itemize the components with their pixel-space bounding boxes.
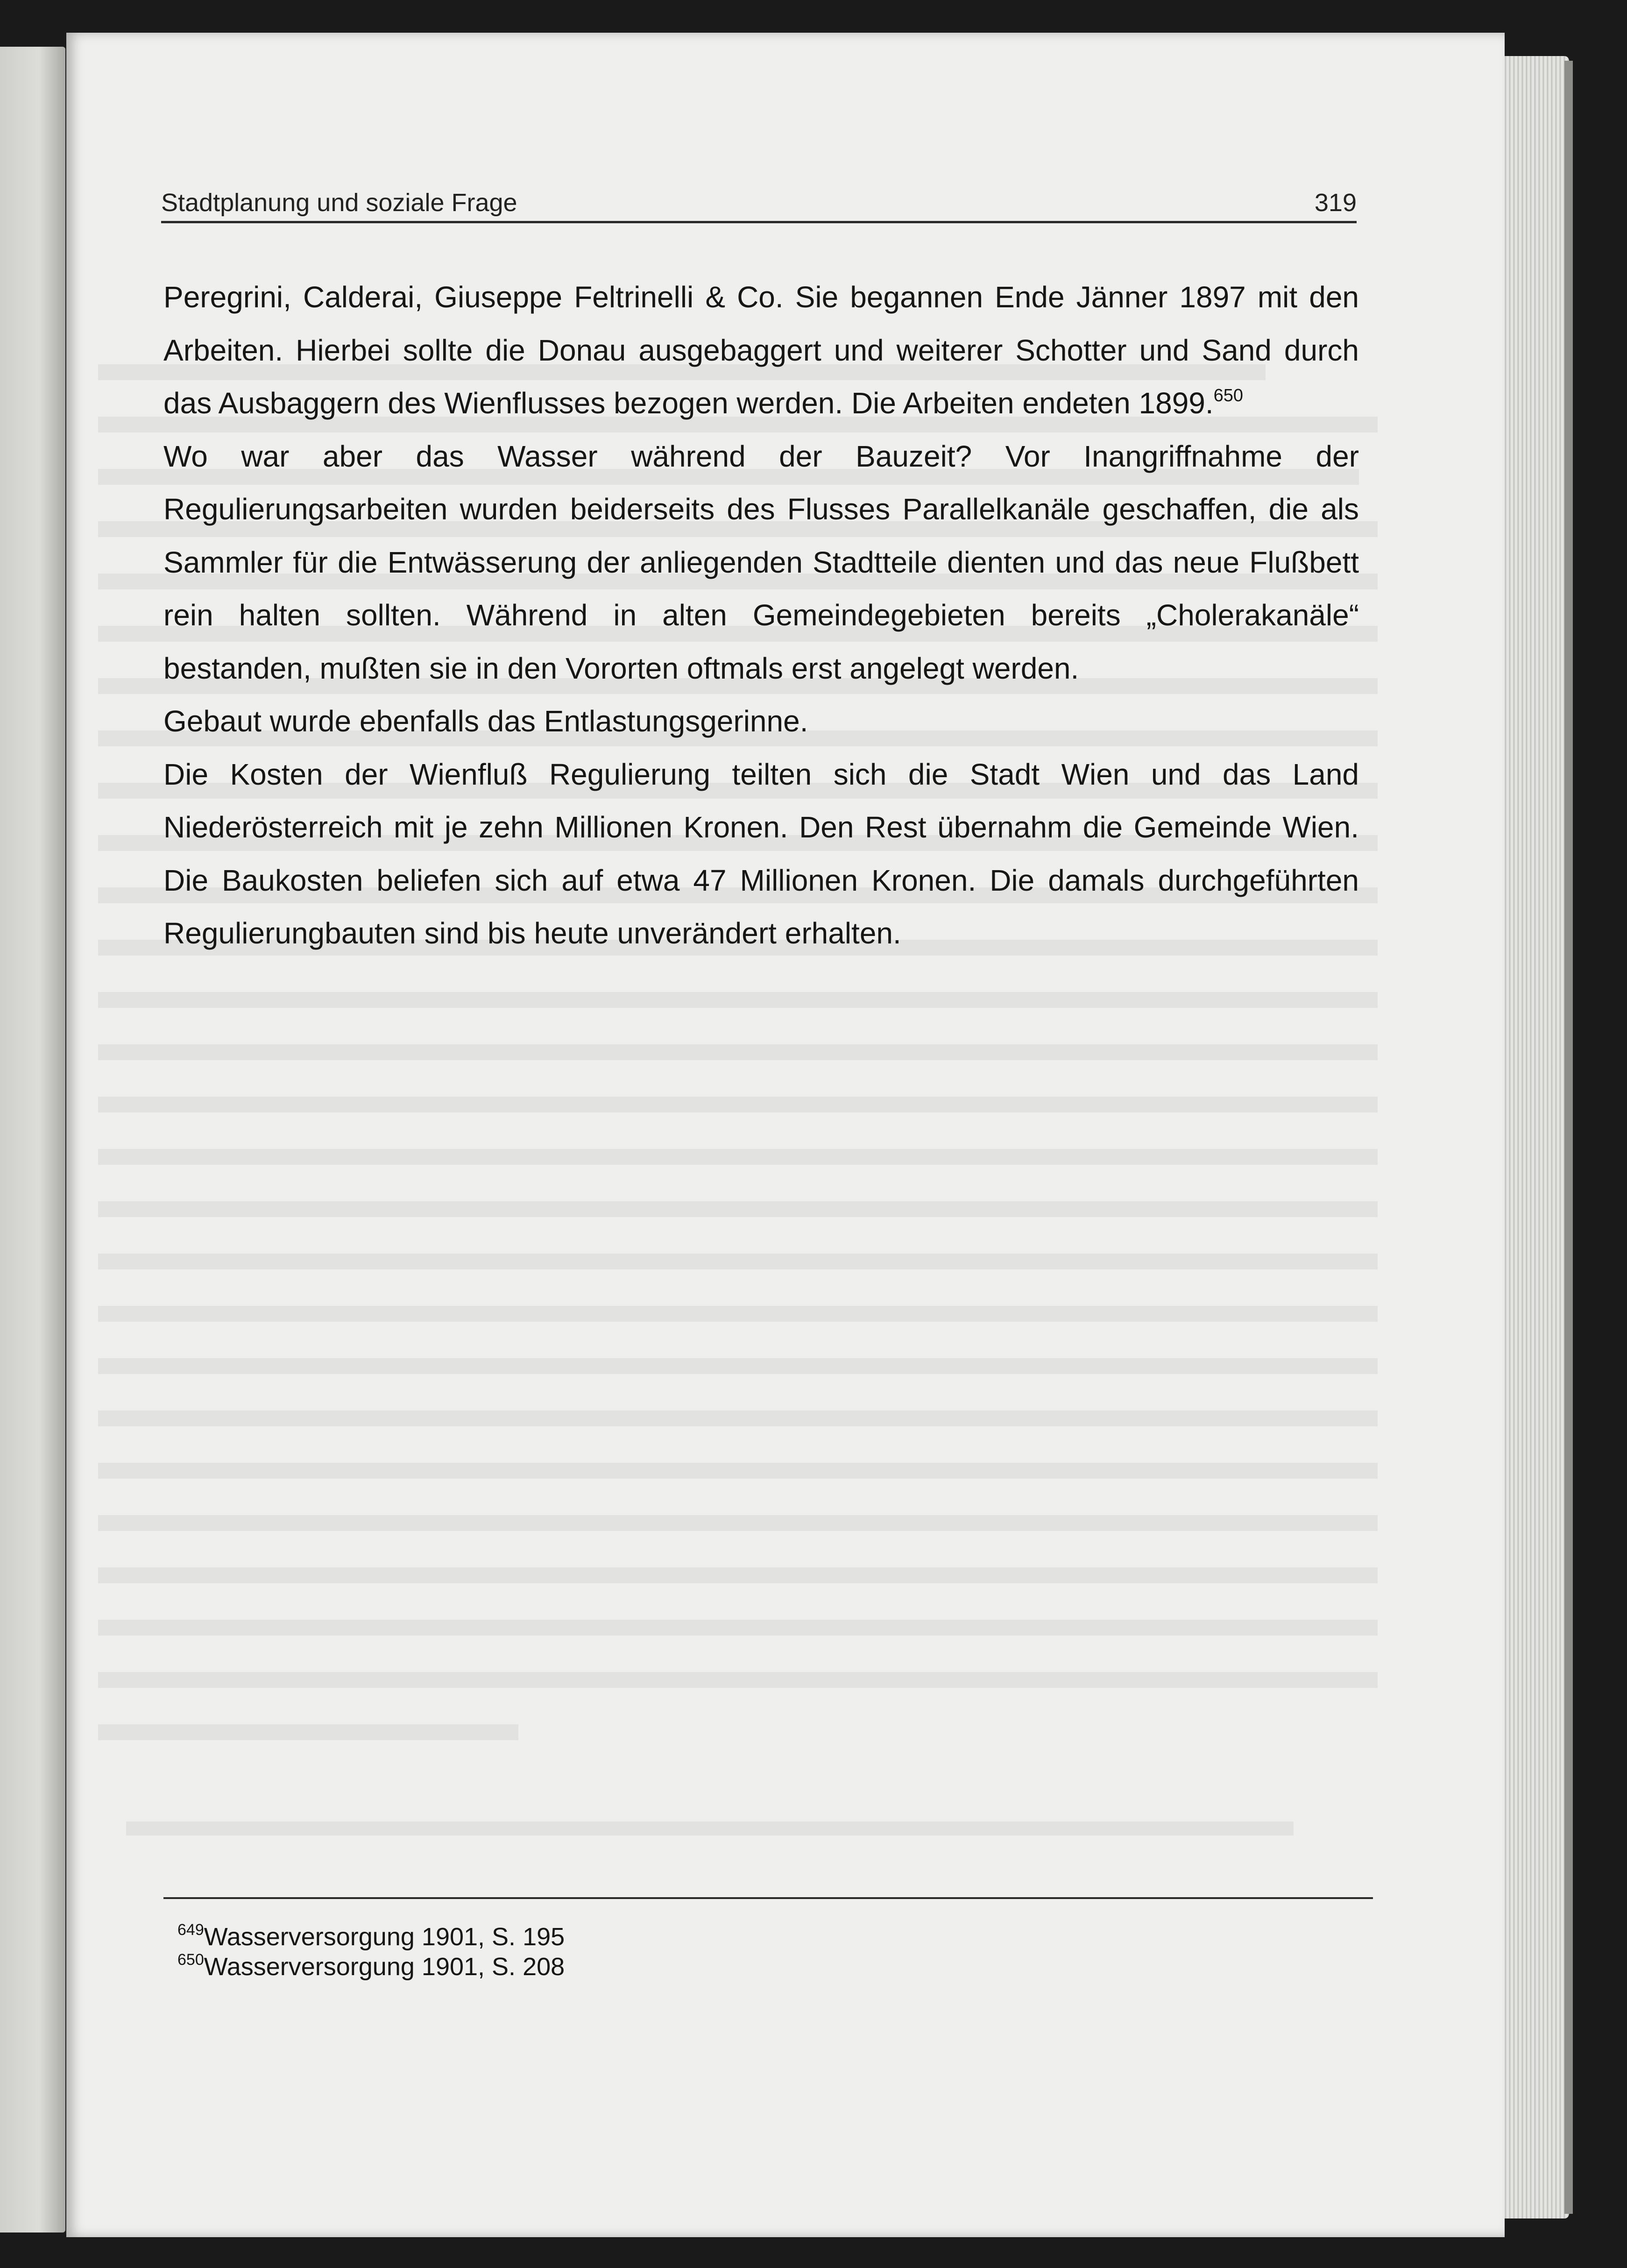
footnote [177, 1922, 565, 1952]
paragraph-1 [163, 271, 1359, 430]
footnote [177, 1952, 565, 1982]
page-number: 319 [1314, 189, 1357, 217]
footnote-text: Wasserversorgung 1901, S. 208 [204, 1953, 565, 1981]
page-edge-shadow [1564, 61, 1573, 2214]
footnote-ref-650: 650 [1213, 386, 1244, 405]
running-title: Stadtplanung und soziale Frage [161, 189, 517, 217]
paragraph-1-text: Peregrini, Calderai, Giuseppe Feltrinelli & Co. Sie begannen Ende Jänner 1897 mit den Arbeiten. Hierbei sollte die Donau ausgebaggert und weiterer Schotter und Sand durch das Ausbaggern des Wienflusses bezogen werden. Die Arbeiten endeten 1899. [163, 280, 1359, 420]
footnote-number: 649 [177, 1921, 204, 1939]
footnotes [177, 1922, 565, 1982]
body-text [163, 271, 1359, 960]
running-header [161, 184, 1357, 223]
paragraph-3: Gebaut wurde ebenfalls das Entlastungsgerinne. [163, 704, 808, 738]
footnote-rule [163, 1897, 1373, 1899]
footnote-text: Wasserversorgung 1901, S. 195 [204, 1923, 565, 1951]
footnote-number: 650 [177, 1951, 204, 1969]
paragraph-2: Wo war aber das Wasser während der Bauzeit? Vor Inangriffnahme der Regulierungsarbeiten wurden beiderseits des Flusses Parallelkanäle geschaffen, die als Sammler für die Entwässerung der anliegenden Stadtteile dienten und das neue Flußbett rein halten sollten. Während in alten Gemeindegebieten bereits „Cholerakanäle“ bestanden, mußten sie in den Vororten oftmals erst angelegt werden. [163, 439, 1359, 685]
paragraph-4: Die Kosten der Wienfluß Regulierung teilten sich die Stadt Wien und das Land Niederösterreich mit je zehn Millionen Kronen. Den Rest übernahm die Gemeinde Wien. Die Baukosten beliefen sich auf etwa 47 Millionen Kronen. Die damals durchgeführten Regulierungbauten sind bis heute unverändert erhalten. [163, 757, 1359, 950]
left-page-edge [0, 47, 65, 2233]
